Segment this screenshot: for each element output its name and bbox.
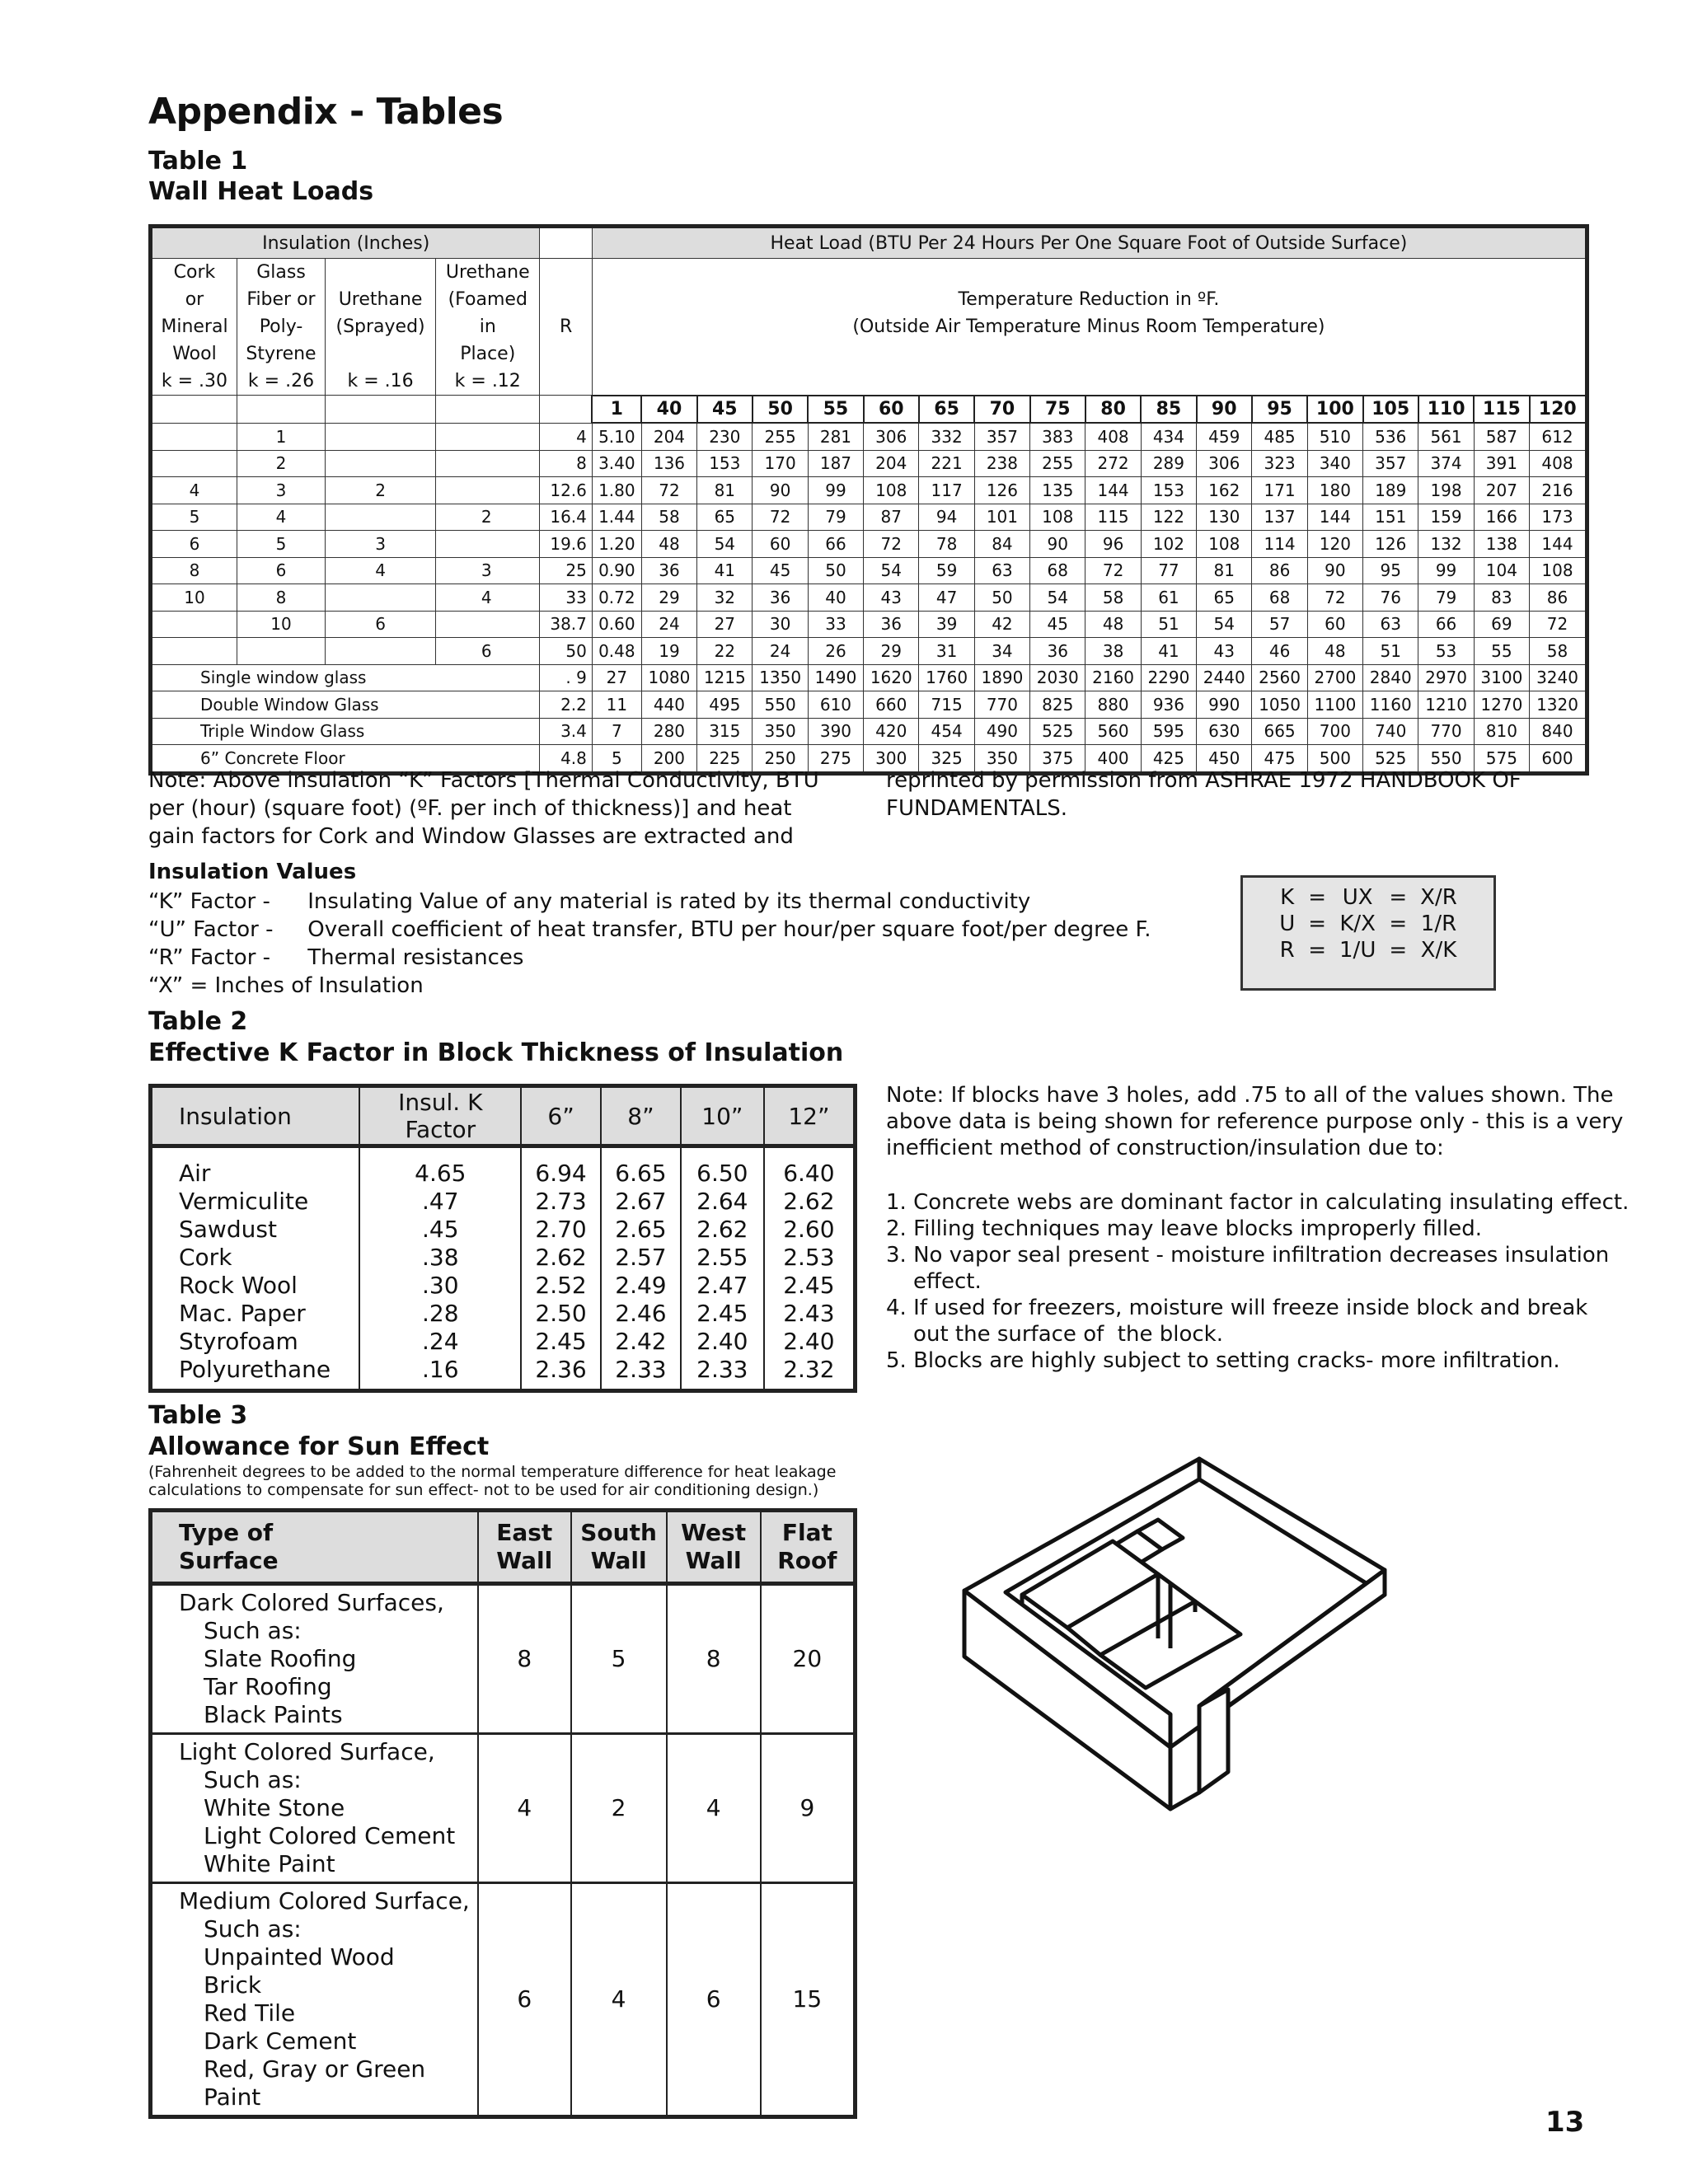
col-urethane-sprayed: Urethane (Sprayed) k = .16 [326, 259, 436, 396]
temperature-cell: 110 [1418, 396, 1474, 424]
temperature-cell: 1 [592, 396, 641, 424]
formula-box: K = UX = X/R U = K/X = 1/R R = 1/U = X/K [1240, 875, 1496, 991]
table1-label: Table 1 [148, 147, 248, 176]
temperature-cell: 50 [753, 396, 808, 424]
table-row: 4 3 2 12.6 1.80 72 81 90 99 108 117 126 135 144 153 162 171 180 189 198 207 216 [151, 477, 1587, 504]
table-row: 6” Concrete Floor 4.8 5 200 225 250 275 300 325 350 375 400 425 450 475 500 525 550 575 600 [151, 745, 1587, 774]
insulation-values-list: “K” Factor - Insulating Value of any material is rated by its thermal conductivity “U” Factor - Overall coefficient of heat transfer, BTU per hour/per square foot/per degree F. “R” Factor - Thermal resistances “X” = Inches of Insulation [148, 889, 1151, 998]
temperature-cell: 90 [1197, 396, 1252, 424]
table-row: Medium Colored Surface, Such as: Unpainted Wood Brick Red Tile Dark Cement Red, Gray or Green Paint 6 4 6 15 [151, 1883, 856, 2117]
insulation-values-heading: Insulation Values [148, 860, 357, 884]
temperature-cell: 95 [1252, 396, 1307, 424]
table-row: 10 6 38.7 0.60 24 27 30 33 36 39 42 45 48 51 54 57 60 63 66 69 72 [151, 611, 1587, 638]
temperature-cell: 45 [697, 396, 753, 424]
table-row: Single window glass . 9 27 1080 1215 1350 1490 1620 1760 1890 2030 2160 2290 2440 2560 2700 2840 2970 3100 3240 [151, 664, 1587, 691]
table-row: 5 4 2 16.4 1.44 58 65 72 79 87 94 101 108 115 122 130 137 144 151 159 166 173 [151, 504, 1587, 531]
table-row: 8 6 4 3 25 0.90 36 41 45 50 54 59 63 68 72 77 81 86 90 95 99 104 108 [151, 557, 1587, 584]
temperature-reduction-label: Temperature Reduction in ºF. (Outside Air Temperature Minus Room Temperature) [592, 259, 1587, 396]
temperature-cell: 115 [1474, 396, 1529, 424]
table1-note-right: reprinted by permission from ASHRAE 1972 HANDBOOK OF FUNDAMENTALS. [886, 768, 1522, 821]
temperature-cell: 75 [1030, 396, 1085, 424]
temperature-cell: 80 [1085, 396, 1141, 424]
temperature-cell: 55 [808, 396, 863, 424]
table-row: Triple Window Glass 3.4 7 280 315 350 390 420 454 490 525 560 595 630 665 700 740 770 810 840 [151, 718, 1587, 745]
col-urethane-foamed: Urethane (Foamed in Place) k = .12 [436, 259, 540, 396]
table3-label: Table 3 [148, 1401, 248, 1430]
table1-note-left: Note: Above insulation “K” Factors [Thermal Conductivity, BTU per (hour) (square foot) (ºF. per inch of thickness)] and heat gain factors for Cork and Window Glasses are extracted and [148, 768, 819, 849]
temperature-cell: 85 [1141, 396, 1196, 424]
temperature-cell: 100 [1307, 396, 1362, 424]
table-row: 2 8 3.40 136 153 170 187 204 221 238 255 272 289 306 323 340 357 374 391 408 [151, 450, 1587, 477]
table-row: 6 50 0.48 19 22 24 26 29 31 34 36 38 41 43 46 48 51 53 55 58 [151, 638, 1587, 665]
temperature-cell: 105 [1363, 396, 1418, 424]
heat-load-header: Heat Load (BTU Per 24 Hours Per One Square Foot of Outside Surface) [592, 227, 1587, 259]
table2-reasons-list: 1. Concrete webs are dominant factor in calculating insulating effect. 2. Filling techniques may leave blocks improperly filled. 3. No vapor seal present - moisture infiltration decreases insulation effect. 4. If used for freezers, moisture will freeze inside block and break out the surface of the block. 5. Blocks are highly subject to setting cracks- more infiltration. [886, 1190, 1629, 1373]
temperature-cell: 60 [864, 396, 919, 424]
temperature-cell: 70 [974, 396, 1029, 424]
page-number: 13 [1545, 2106, 1585, 2139]
col-cork: Cork or Mineral Wool k = .30 [151, 259, 237, 396]
insulation-header: Insulation (Inches) [151, 227, 540, 259]
sun-effect-table: Type of Surface East Wall South Wall West Wall Flat Roof Dark Colored Surfaces, Such as: Slate Roofing Tar Roofing Black Paints 8 5 8 20 Light Colored Surface, Such as: White Stone Light Colored Cement White Paint 4 2 4 9 Medium Colored Surface, Such as: Unpainted Wood Brick Red Tile Dark Cement Red, Gray or Green Paint 6 4 6 15 [148, 1508, 857, 2119]
table2-note: Note: If blocks have 3 holes, add .75 to all of the values shown. The above data is being shown for reference purpose only - this is a very inefficient method of construction/insulation due to: [886, 1083, 1624, 1160]
temperature-cell: 120 [1530, 396, 1587, 424]
table-row: Light Colored Surface, Such as: White Stone Light Colored Cement White Paint 4 2 4 9 [151, 1734, 856, 1883]
table-row: 1 4 5.10 204 230 255 281 306 332 357 383 408 434 459 485 510 536 561 587 612 [151, 423, 1587, 450]
table2-label: Table 2 [148, 1007, 248, 1036]
col-r: R [540, 259, 592, 396]
temperature-cell: 40 [641, 396, 696, 424]
wall-heat-loads-table [148, 224, 1589, 776]
k-factor-table: Insulation Insul. K Factor 6” 8” 10” 12” Air Vermiculite Sawdust Cork Rock Wool Mac. Paper Styrofoam Polyurethane 4.65 .47 .45 .38 .30 .28 .24 .16 6.94 2.73 2.70 2.62 2.52 2.50 2.45 2.36 6.65 2.67 2.65 2.57 2.49 2.46 2.42 2.33 6.50 2.64 2.62 2.55 2.47 2.45 2.40 2.33 6.40 2.62 2.60 2.53 2.45 2.43 2.40 2.32 [148, 1084, 857, 1393]
table-row: 10 8 4 33 0.72 29 32 36 40 43 47 50 54 58 61 65 68 72 76 79 83 86 [151, 584, 1587, 612]
table-row: Double Window Glass 2.2 11 440 495 550 610 660 715 770 825 880 936 990 1050 1100 1160 1210 1270 1320 [151, 691, 1587, 719]
temperature-cell: 65 [919, 396, 974, 424]
table-row: 6 5 3 19.6 1.20 48 54 60 66 72 78 84 90 96 102 108 114 120 126 132 138 144 [151, 531, 1587, 558]
col-glass: Glass Fiber or Poly- Styrene k = .26 [237, 259, 325, 396]
table2-caption: Effective K Factor in Block Thickness of Insulation [148, 1038, 844, 1067]
table1-caption: Wall Heat Loads [148, 177, 374, 206]
table3-subtitle: (Fahrenheit degrees to be added to the normal temperature difference for heat leakage calculations to compensate for sun effect- not to be used for air conditioning design.) [148, 1463, 837, 1499]
temperature-row [151, 396, 1587, 424]
table3-caption: Allowance for Sun Effect [148, 1432, 490, 1461]
concrete-block-illustration [948, 1434, 1409, 1813]
table-row: Dark Colored Surfaces, Such as: Slate Roofing Tar Roofing Black Paints 8 5 8 20 [151, 1584, 856, 1734]
page-title: Appendix - Tables [148, 91, 504, 133]
